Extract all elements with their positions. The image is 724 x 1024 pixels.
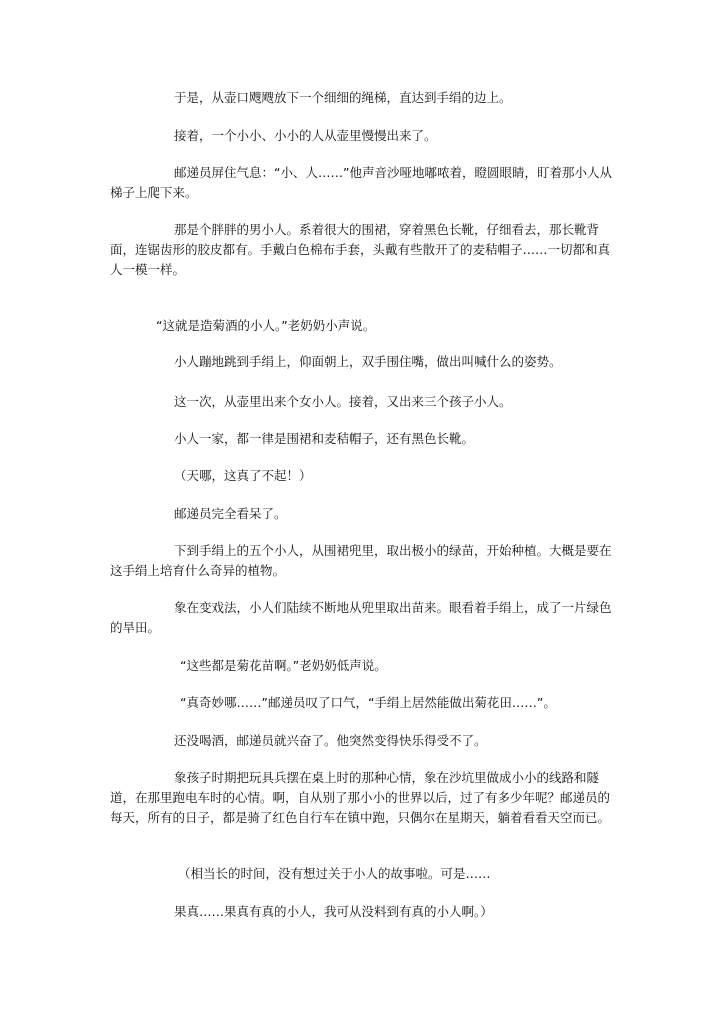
paragraph-text: “这些都是菊花苗啊。”老奶奶低声说。: [180, 658, 387, 673]
paragraph-text: 于是，从壶口飕飕放下一个细细的绳梯，直达到手绢的边上。: [174, 90, 512, 105]
paragraph-text: 小人一家，都一律是围裙和麦秸帽子，还有黑色长靴。: [174, 431, 475, 446]
paragraph-9: [110, 466, 620, 486]
paragraph-18: [110, 902, 620, 922]
paragraph-8: [110, 429, 620, 449]
paragraph-text: （天哪，这真了不起！）: [174, 468, 312, 483]
paragraph-16: [110, 768, 620, 828]
paragraph-text: 小人蹦地跳到手绢上，仰面朝上，双手围住嘴，做出叫喊什么的姿势。: [174, 354, 562, 369]
paragraph-14: [110, 693, 620, 713]
paragraph-12: [110, 598, 620, 638]
paragraph-5: [110, 316, 620, 336]
paragraph-1: [110, 88, 620, 108]
paragraph-17: [110, 864, 620, 884]
paragraph-text: 果真……果真有真的小人，我可从没料到有真的小人啊。）: [174, 904, 493, 919]
paragraph-text: 邮递员屏住气息：“小、人……”他声音沙哑地嘟哝着，瞪圆眼睛，盯着那小人从梯子上爬下来。: [110, 165, 612, 200]
paragraph-4: [110, 220, 620, 280]
paragraph-text: 接着，一个小小、小小的人从壶里慢慢出来了。: [174, 128, 437, 143]
paragraph-7: [110, 392, 620, 412]
paragraph-text: 那是个胖胖的男小人。系着很大的围裙，穿着黑色长靴，仔细看去，那长靴背面，连锯齿形的胶皮都有。手戴白色棉布手套，头戴有些散开了的麦秸帽子……一切都和真人一模一样。: [110, 222, 611, 277]
paragraph-text: “这就是造菊酒的小人。”老奶奶小声说。: [156, 318, 376, 333]
paragraph-text: 象孩子时期把玩具兵摆在桌上时的那种心情，象在沙坑里做成小小的线路和隧道，在那里跑电车时的心情。啊，自从别了那小小的世界以后，过了有多少年呢？邮递员的每天，所有的日子，都是骑了红色自行车在镇中跑，只偶尔在星期天，躺着看看天空而已。: [110, 770, 611, 825]
paragraph-3: [110, 163, 620, 203]
paragraph-6: [110, 352, 620, 372]
paragraph-text: 下到手绢上的五个小人，从围裙兜里，取出极小的绿苗，开始种植。大概是要在这手绢上培育什么奇异的植物。: [110, 543, 612, 578]
paragraph-2: [110, 126, 620, 146]
paragraph-15: [110, 731, 620, 751]
paragraph-text: “真奇妙哪……”邮递员叹了口气，“手绢上居然能做出菊花田……”。: [180, 695, 556, 710]
paragraph-13: [110, 656, 620, 676]
paragraph-text: 邮递员完全看呆了。: [174, 506, 287, 521]
paragraph-text: 象在变戏法，小人们陆续不断地从兜里取出苗来。眼看着手绢上，成了一片绿色的旱田。: [110, 600, 612, 635]
paragraph-11: [110, 541, 620, 581]
paragraph-text: 这一次，从壶里出来个女小人。接着，又出来三个孩子小人。: [174, 394, 512, 409]
paragraph-text: 还没喝酒，邮递员就兴奋了。他突然变得快乐得受不了。: [174, 733, 487, 748]
paragraph-text: （相当长的时间，没有想过关于小人的故事啦。可是……: [178, 866, 491, 881]
paragraph-10: [110, 504, 620, 524]
